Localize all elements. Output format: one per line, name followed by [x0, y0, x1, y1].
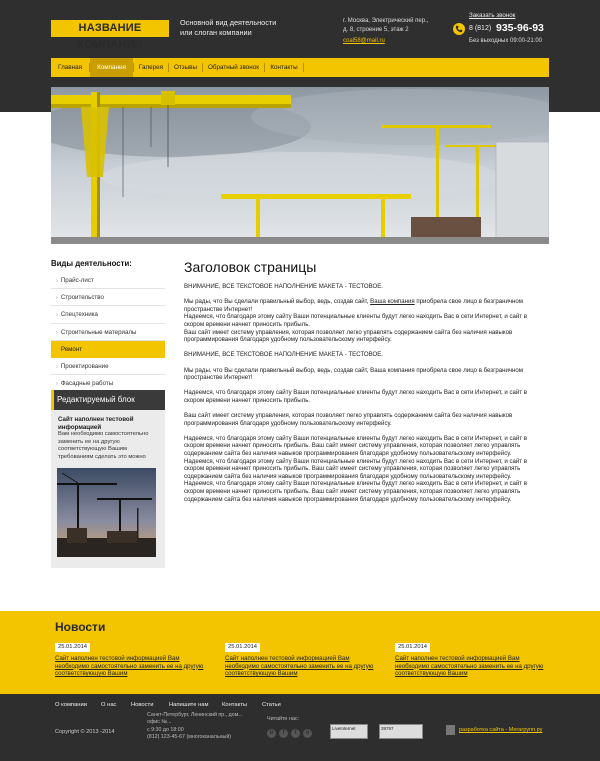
edit-block-title: Редактируемый блок — [57, 395, 135, 404]
company-logo[interactable]: НАЗВАНИЕ КОМПАНИИ — [51, 20, 169, 37]
sidebar-item-label: Строительные материалы — [60, 328, 137, 336]
news-link[interactable]: Сайт наполнен тестовой информацией Вам необходимо самостоятельно заменить ее на другую соответствующую Вашим — [225, 655, 374, 678]
footer-address-line: с 9:30 до 18:00 — [147, 726, 184, 733]
news-section — [0, 611, 600, 694]
sidebar-item-label: Строительство — [60, 294, 104, 302]
footer-nav-contacts[interactable]: Контакты — [222, 702, 248, 708]
news-item — [55, 643, 205, 678]
sidebar-item-machinery[interactable] — [51, 306, 165, 323]
content-paragraph: Надеемся, что благодаря этому сайту Ваши потенциальные клиенты будут легко находить Вас в сети Интернет, и сайт в скором времени начнет приносить прибыль. — [184, 389, 528, 404]
accent-bar — [51, 390, 54, 410]
callback-link[interactable]: Заказать звонок — [469, 12, 516, 19]
footer-nav-about-us[interactable]: О нас — [101, 702, 117, 708]
edit-block-heading: Сайт наполнен тестовой информацией — [58, 416, 134, 431]
news-date: 25.01.2014 — [225, 643, 260, 652]
footer-nav-news[interactable]: Новости — [131, 702, 154, 708]
main-nav — [51, 58, 549, 77]
nav-item-gallery[interactable]: Галерея — [138, 64, 164, 71]
footer-nav-write-us[interactable]: Напишите нам — [169, 702, 209, 708]
edit-block-text: Вам необходимо самостоятельно заменить ее на другую соответствующую Вашим требованиям сделать это можно — [58, 431, 149, 460]
chevron-right-icon: › — [56, 363, 58, 370]
phone-number[interactable]: 935-96-93 — [496, 22, 544, 34]
chevron-right-icon: › — [56, 278, 58, 284]
news-item — [395, 643, 545, 678]
page-title: Заголовок страницы — [184, 259, 317, 275]
nav-item-callback[interactable]: Обратный звонок — [208, 64, 259, 71]
footer-nav-about-company[interactable]: О компании — [55, 702, 87, 708]
news-date: 25.01.2014 — [395, 643, 430, 652]
nav-item-reviews[interactable]: Отзывы — [173, 64, 198, 71]
developer-link[interactable]: разработка сайта - Мегагрупп.ру — [459, 727, 543, 733]
vk-icon[interactable]: в — [267, 729, 276, 738]
address-line-1: г. Москва, Электрический пер., — [343, 18, 429, 24]
email-link[interactable]: coal58@mail.ru — [343, 38, 385, 44]
address-line-2: д. 8, строение 5, этаж 2 — [343, 26, 409, 33]
nav-divider — [303, 63, 304, 72]
working-hours: Без выходных 09:00-21:00 — [469, 38, 543, 44]
content-paragraph: Мы рады, что Вы сделали правильный выбор, ведь, создав сайт, Ваша компания приобрела свое лицо в безграничном пространстве Интернет! — [184, 366, 523, 382]
sidebar-menu — [51, 272, 165, 392]
chevron-right-icon: › — [56, 381, 58, 388]
visit-counter[interactable]: 39797 — [379, 724, 423, 739]
footer-address-line: Санкт-Петербург, Ленинский пр., дом... — [147, 712, 243, 718]
chevron-right-icon: › — [56, 295, 58, 302]
hero-banner-image — [51, 87, 549, 244]
chevron-right-icon: › — [56, 329, 58, 336]
footer-address-line: офис №... — [147, 719, 172, 726]
phone-prefix: 8 (812) — [469, 25, 492, 32]
edit-block-image — [57, 468, 156, 557]
sidebar-item-label: Проектирование — [60, 362, 109, 370]
sidebar-item-materials[interactable] — [51, 324, 165, 341]
sidebar-item-price-list[interactable] — [51, 272, 165, 289]
slogan — [180, 18, 310, 38]
content-text: приобрела свое лицо в безграничном пространстве Интернет! — [184, 298, 523, 313]
news-link[interactable]: Сайт наполнен тестовой информацией Вам необходимо самостоятельно заменить ее на другую соответствующую Вашим — [395, 655, 544, 678]
news-title: Новости — [55, 620, 106, 634]
edit-block-header — [51, 390, 165, 410]
sidebar-item-label: Спецтехника — [60, 311, 98, 319]
sidebar-item-design[interactable] — [51, 358, 165, 375]
follow-label: Читайте нас: — [267, 716, 300, 722]
content-text: Надеемся, что благодаря этому сайту Ваши потенциальные клиенты будут легко находить Вас в сети Интернет, и сайт в скором времени начнет приносить прибыль. — [184, 313, 528, 328]
developer-logo-icon — [446, 725, 455, 735]
sidebar-item-label: Фасадные работы — [60, 380, 114, 388]
sidebar-title: Виды деятельности: — [51, 259, 132, 268]
news-item — [225, 643, 375, 678]
odnoklassniki-icon[interactable]: o — [303, 729, 312, 738]
sidebar-item-construction[interactable] — [51, 289, 165, 306]
twitter-icon[interactable]: t — [291, 729, 300, 738]
footer-nav-articles[interactable]: Статьи — [262, 702, 281, 708]
content-paragraph: Надеемся, что благодаря этому сайту Ваши потенциальные клиенты будут легко находить Вас в сети Интернет, и сайт в скором времени начнет приносить прибыль. Ваш сайт имеет систему управления, которая позволяет легко управлять содержанием сайта без наличия навыков программирования благодаря удобному пользовательскому интерфейсу. Надеемся, что благодаря этому сайту Ваши потенциальные клиенты будут легко находить Вас в сети Интернет, и сайт в скором времени начнет приносить прибыль. Ваш сайт имеет систему управления, которая позволяет легко управлять содержанием сайта без наличия навыков программирования благодаря удобному пользовательскому интерфейсу. Надеемся, что благодаря этому сайту Ваши потенциальные клиенты будут легко находить Вас в сети Интернет, и сайт в скором времени начнет приносить прибыль. Ваш сайт имеет систему управления, которая позволяет легко управлять содержанием сайта без наличия навыков программирования благодаря удобному пользовательскому интерфейсу. — [184, 434, 528, 503]
content-text: Мы рады, что Вы сделали правильный выбор, ведь, создав сайт, — [184, 298, 371, 306]
main-content — [184, 283, 534, 511]
facebook-icon[interactable]: f — [279, 729, 288, 738]
footer — [0, 694, 600, 761]
nav-item-contacts[interactable]: Контакты — [270, 64, 298, 71]
chevron-right-icon: › — [56, 312, 58, 319]
content-text: Ваш сайт имеет систему управления, которая позволяет легко управлять содержанием сайта без наличия навыков программирования благодаря удобному пользовательскому интерфейсу. — [184, 328, 513, 344]
content-paragraph — [184, 298, 534, 344]
footer-address — [147, 712, 247, 741]
nav-item-home[interactable]: Главная — [58, 64, 82, 71]
phone-icon — [453, 23, 465, 35]
slogan-line-1: Основной вид деятельности — [180, 18, 277, 27]
sidebar-item-label: Прайс-лист — [60, 277, 94, 284]
footer-address-line: (812) 123-45-67 (многоканальный) — [147, 733, 232, 740]
content-paragraph: ВНИМАНИЕ, ВСЕ ТЕКСТОВОЕ НАПОЛНЕНИЕ МАКЕТА - ТЕСТОВОЕ. — [184, 283, 383, 290]
news-date: 25.01.2014 — [55, 643, 90, 652]
header-address — [343, 17, 443, 46]
liveinternet-counter[interactable]: LiveInternet — [330, 724, 368, 739]
sidebar-item-repair[interactable] — [51, 341, 165, 358]
nav-item-company[interactable]: Компания — [90, 58, 133, 77]
news-link[interactable]: Сайт наполнен тестовой информацией Вам необходимо самостоятельно заменить ее на другую соответствующую Вашим — [55, 655, 204, 678]
company-link[interactable]: Ваша компания — [370, 298, 415, 306]
content-paragraph: Ваш сайт имеет систему управления, которая позволяет легко управлять содержанием сайта без наличия навыков программирования благодаря удобному пользовательскому интерфейсу. — [184, 412, 513, 427]
slogan-line-2: или слоган компании — [180, 28, 252, 37]
sidebar-item-label: Ремонт — [60, 345, 83, 353]
content-paragraph: ВНИМАНИЕ, ВСЕ ТЕКСТОВОЕ НАПОЛНЕНИЕ МАКЕТА - ТЕСТОВОЕ. — [184, 351, 383, 359]
copyright: Copyright © 2013 -2014 — [55, 729, 115, 735]
